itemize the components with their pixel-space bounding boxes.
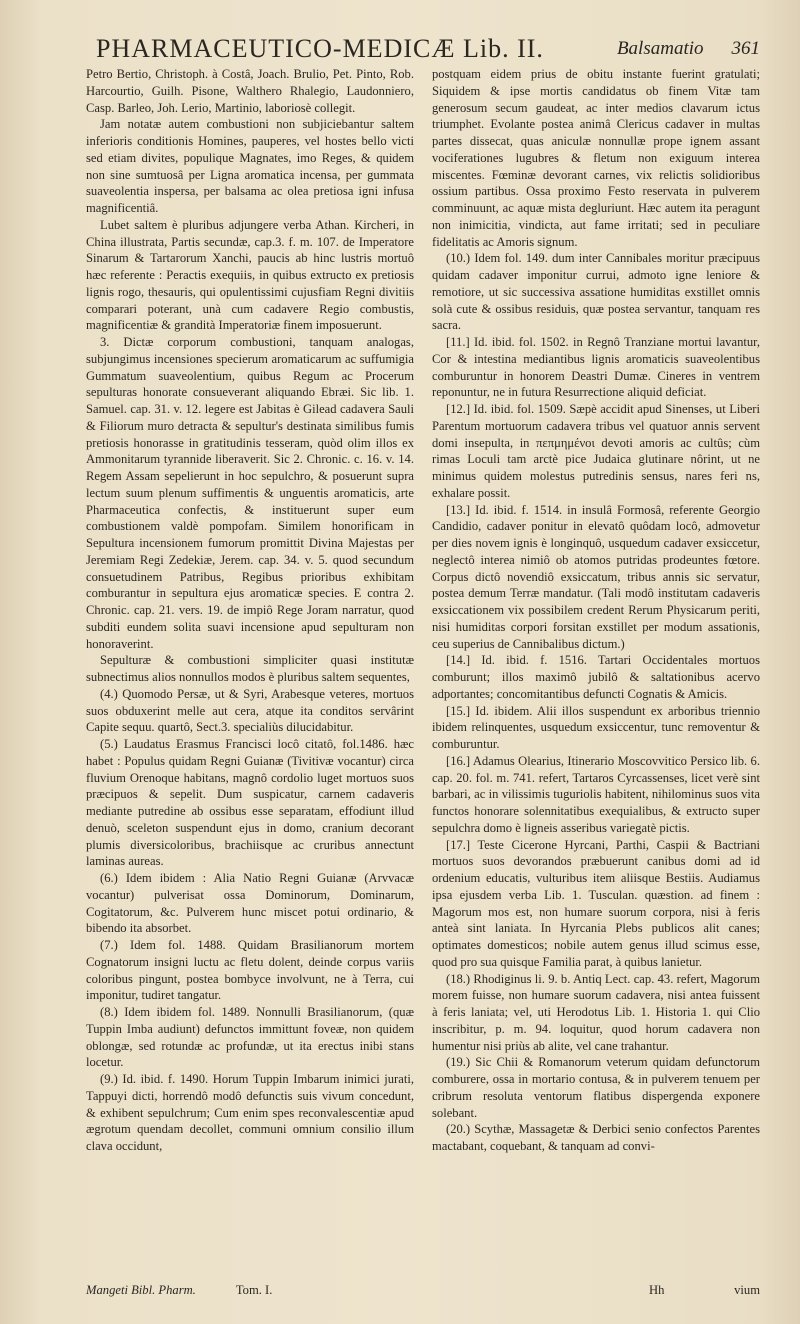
- paragraph: Petro Bertio, Christoph. à Costâ, Joach. Brulio, Pet. Pinto, Rob. Harcourtio, Guilh. Pisone, Walthero Rhalegio, Laudonniero, Casp. Barleo, Joh. Lerio, Martinio, laboriosè collegit.: [86, 67, 414, 115]
- right-column: [432, 66, 760, 1155]
- paragraph: [12.] Id. ibid. fol. 1509. Sæpè accidit apud Sinenses, ut Liberi Parentum mortuorum cadavera tribus vel quatuor annis servent domi insepulta, in πεπμημένοι devoti amoris ac cultûs; cùm rimas Loculi tam arctè pice Judaica glutinare nôrint, ut ne minimus quidem molestus putredinis sensus, nares feri ns, exhalare possit.: [432, 402, 760, 500]
- paragraph: [14.] Id. ibid. f. 1516. Tartari Occidentales mortuos comburunt; illos maximô jubilô & saltationibus acervo adportantes; concomitantibus defuncti Cognatis & Amicis.: [432, 653, 760, 701]
- paragraph: [17.] Teste Cicerone Hyrcani, Parthi, Caspii & Bactriani mortuos suos devorandos præbuerunt canibus domi ad id ordenium educatis, vulturibus item aliisque Bestiis. Audiamus ipsa ejusdem verba Lib. 1. Tusculan. quæstion. ad finem : Magorum mos est, non humare suorum corpora, nisi à feris anteà sint laniata. In Hyrcania Plebs publicos alit canes; optimates domesticos; nobile autem genus illud scimus esse, quod pro sua quisque Familia parat, à quibus lanietur.: [432, 837, 760, 969]
- paragraph: (20.) Scythæ, Massagetæ & Derbici senio confectos Parentes mactabant, coquebant, & tanquam ad convi-: [432, 1122, 760, 1153]
- text-columns: [86, 66, 760, 1155]
- paragraph: Lubet saltem è pluribus adjungere verba Athan. Kircheri, in China illustrata, Partis secundæ, cap.3. f. m. 107. de Imperatore Sinarum & Tartarorum Xanchi, paucis ab hinc lustris mortuô hæc referente : Peractis exequiis, in quibus extructo ex pretiosis lignis rogo, thesauris, qui opulentissimi cujusfiam Regni divitiis comparari poterant, unà cum cadavere Regio combustis, magnificentiæ & grandità Imperatoriæ finem imposuerunt.: [86, 217, 414, 333]
- header-right: [617, 38, 760, 60]
- paragraph: (18.) Rhodiginus li. 9. b. Antiq Lect. cap. 43. refert, Magorum morem fuisse, non humare suorum cadavera, nisi antea fuissent à feris laniata; vel, uti Herodotus Lib. 1. Historia 1. qui Clio inscribitur, p. m. 94. loquitur, quod horum cadavera non humentur nisi priùs ab alite, vel cane trahantur.: [432, 971, 760, 1053]
- left-column: [86, 66, 414, 1155]
- running-header: [86, 34, 760, 62]
- paragraph: [13.] Id. ibid. f. 1514. in insulâ Formosâ, referente Georgio Candidio, cadaver ponitur in elevatô quôdam locô, admovetur per dies novem ignis è longinquô, usquedum cadaver exsiccetur, neglectô interea nimiô ob atomos putridas prodeuntes fœtore. Corpus dictô novendiô exsiccatum, tribus annis sic servatur, postea demum Terræ mandatur. (Tali modô institutam cadaveris exsiccationem vix possibilem credent Rerum Physicarum periti, nisi humiditas corpori forsitan exstillet per modum assationis, ceu superius de Cannibalibus dictum.): [432, 502, 760, 651]
- page-title: PHARMACEUTICO-MEDICÆ Lib. II.: [96, 34, 544, 63]
- signature-mark: Hh: [649, 1283, 665, 1297]
- paragraph: (8.) Idem ibidem fol. 1489. Nonnulli Brasilianorum, (quæ Tuppin Imba audiunt) defunctos immittunt foveæ, non quidem oblongæ, sed rotundæ ac profundæ, ut ita erectus inibi stans locetur.: [86, 1005, 414, 1070]
- catchword: vium: [734, 1283, 760, 1297]
- page-footer: [86, 1283, 760, 1298]
- paragraph: (10.) Idem fol. 149. dum inter Cannibales moritur præcipuus quidam cadaver imponitur currui, admoto igne leniore & remotiore, ut sic successiva assatione humiditas exstillet omnis solà cute & ossibus residuis, quæ postea servantur, tanquam res sacra.: [432, 251, 760, 333]
- paragraph: Sepulturæ & combustioni simpliciter quasi institutæ subnectimus alios nonnullos modos è pluribus saltem sequentes,: [86, 653, 414, 684]
- paragraph: 3. Dictæ corporum combustioni, tanquam analogas, subjungimus incensiones specierum aromaticarum ac suffumigia Gummatum suaveolentium, quibus Regum ac Procerum sepulturas honorate consueverant aliquando Ebræi. Sic lib. 1. Samuel. cap. 31. v. 12. legere est Jabitas è Gilead cadavera Sauli & Filiorum muro detracta & sepultur's destinata similibus fumis pretiosis honorasse in gratitudinis tesseram, quòd olim illos ex Ammonitarum tyrannide liberaverit. Sic 2. Chronic. c. 16. v. 14. Regem Assam sepelierunt in hoc sepulchro, & posuerunt supra lectum suum plenum suffimentis & unguentis aromaticis, arte Pharmaceutica confectis, & instituerunt super eum combustionem valdè pompofam. Similem honorificam in Sepultura incensionem fumorum promittit Divina Majestas per Jeremiam Regi Zedekiæ, Jerem. cap. 34. v. 5. quod secundum consuetudinem Patribus, Regibus prioribus exhibitam comburantur in sepultura ejus aromaticæ species. E contra 2. Chronic. cap. 21. vers. 19. de impiô Rege Joram narratur, quod subditi eundem solita suavi incensione apud sepulturam non honoraverint.: [86, 335, 414, 651]
- footer-volume: Tom. I.: [235, 1283, 273, 1297]
- paragraph: (5.) Laudatus Erasmus Francisci locô citatô, fol.1486. hæc habet : Populus quidam Regni Guianæ (Tivitivæ vocantur) circa fluvium Orenoque habitans, magnô cordolio luget mortuos suos præcipuos & sepelit. Dum suspicatur, carnem cadaveris mediante putredine ab ossibus esse separatam, effodiunt illud denuò, sceleton suspendunt ejus in domo, cranium decorant plumis diversicoloribus, brachiisque ac cruribus annectunt laminas aureas.: [86, 737, 414, 869]
- paragraph: [15.] Id. ibidem. Alii illos suspendunt ex arboribus triennio ibidem relinquentes, usquedum exsiccentur, tunc removentur & comburuntur.: [432, 703, 760, 751]
- paragraph: (19.) Sic Chii & Romanorum veterum quidam defunctorum comburere, ossa in mortario contusa, & in pulverem tenuem per cribrum resoluta ventorum flatibus dispergenda exponere solebant.: [432, 1055, 760, 1120]
- paragraph: Jam notatæ autem combustioni non subjiciebantur saltem inferioris conditionis Homines, pauperes, vel hostes bello victi sed etiam divites, populique Magnates, imo Reges, & quidem non sine sumtuosâ per Ligna aromatica incensa, per gummata suaveolentia inspersa, per balsama ac olea pretiosa igni infusa magnificentiâ.: [86, 117, 414, 215]
- paragraph: (4.) Quomodo Persæ, ut & Syri, Arabesque veteres, mortuos suos obduxerint melle aut cera, atque ita conditos servârint Capite sequu. quartô, Sect.3. specialiùs dilucidabitur.: [86, 686, 414, 735]
- paragraph: [11.] Id. ibid. fol. 1502. in Regnô Tranziane mortui lavantur, Cor & intestina mediantibus lignis aromaticis suaveolentibus comburuntur in honorem Deastri Dumæ. Cineres in ventrem reponuntur, ne in futura Resurrectione aliquid deficiat.: [432, 335, 760, 400]
- footer-book-title: Mangeti Bibl. Pharm.: [86, 1283, 196, 1297]
- paragraph: [16.] Adamus Olearius, Itinerario Moscovvitico Persico lib. 6. cap. 20. fol. m. 741. refert, Tartaros Cyrcassenses, licet verè sint barbari, ac in vilissimis tuguriolis habitent, nihilominus suos vita functos honorare solennitatibus exequialibus, & extructo super sepulchra domo è ligneis asseribus variegatè pictis.: [432, 753, 760, 835]
- paragraph: postquam eidem prius de obitu instante fuerint gratulati; Siquidem & ipse mortis candidatus ob finem Vitæ tam generosum secum gaudeat, ac inter medios clavarum ictus triumphet. Evolante postea animâ Clericus cadaver in multas partes dissecat, quas aniculæ nonnullæ prope ignem assant vociferationes lugubres & fletum non exiguum interea miscentes. Fœminæ devorant carnes, vix relictis solidioribus ossium partibus. Ossa proximo Festo reservata in pulverem comminuunt, ac aquæ mista degluriunt. Hæc autem ita peragunt non inimicitia, vindicta, aut fame irritati; sed in peculiare fidelitatis ac Amoris signum.: [432, 67, 760, 249]
- section-title: Balsamatio: [616, 38, 704, 59]
- paragraph: (9.) Id. ibid. f. 1490. Horum Tuppin Imbarum inimici jurati, Tappuyi dicti, horrendô modô defunctis suis vivum concedunt, & exhibent sepulchrum; Cum enim spes reconvalescentiæ apud ægrotum quendam decollet, communi omnium consilio illum clava occidunt,: [86, 1072, 414, 1153]
- paragraph: (6.) Idem ibidem : Alia Natio Regni Guianæ (Arvvacæ vocantur) pulverisat ossa Dominorum, Dominarum, Cogitatorum, &c. Pulverem hunc miscet potui ordinario, & bibendo ita absorbet.: [86, 871, 414, 936]
- footer-left: [86, 1283, 272, 1298]
- page-number: 361: [731, 38, 760, 59]
- paragraph: (7.) Idem fol. 1488. Quidam Brasilianorum mortem Cognatorum insigni luctu ac fletu dolent, deinde corpus variis coloribus pingunt, postea bombyce involvunt, ne à Terra, cui imponitur, tudiret tangatur.: [86, 938, 414, 1003]
